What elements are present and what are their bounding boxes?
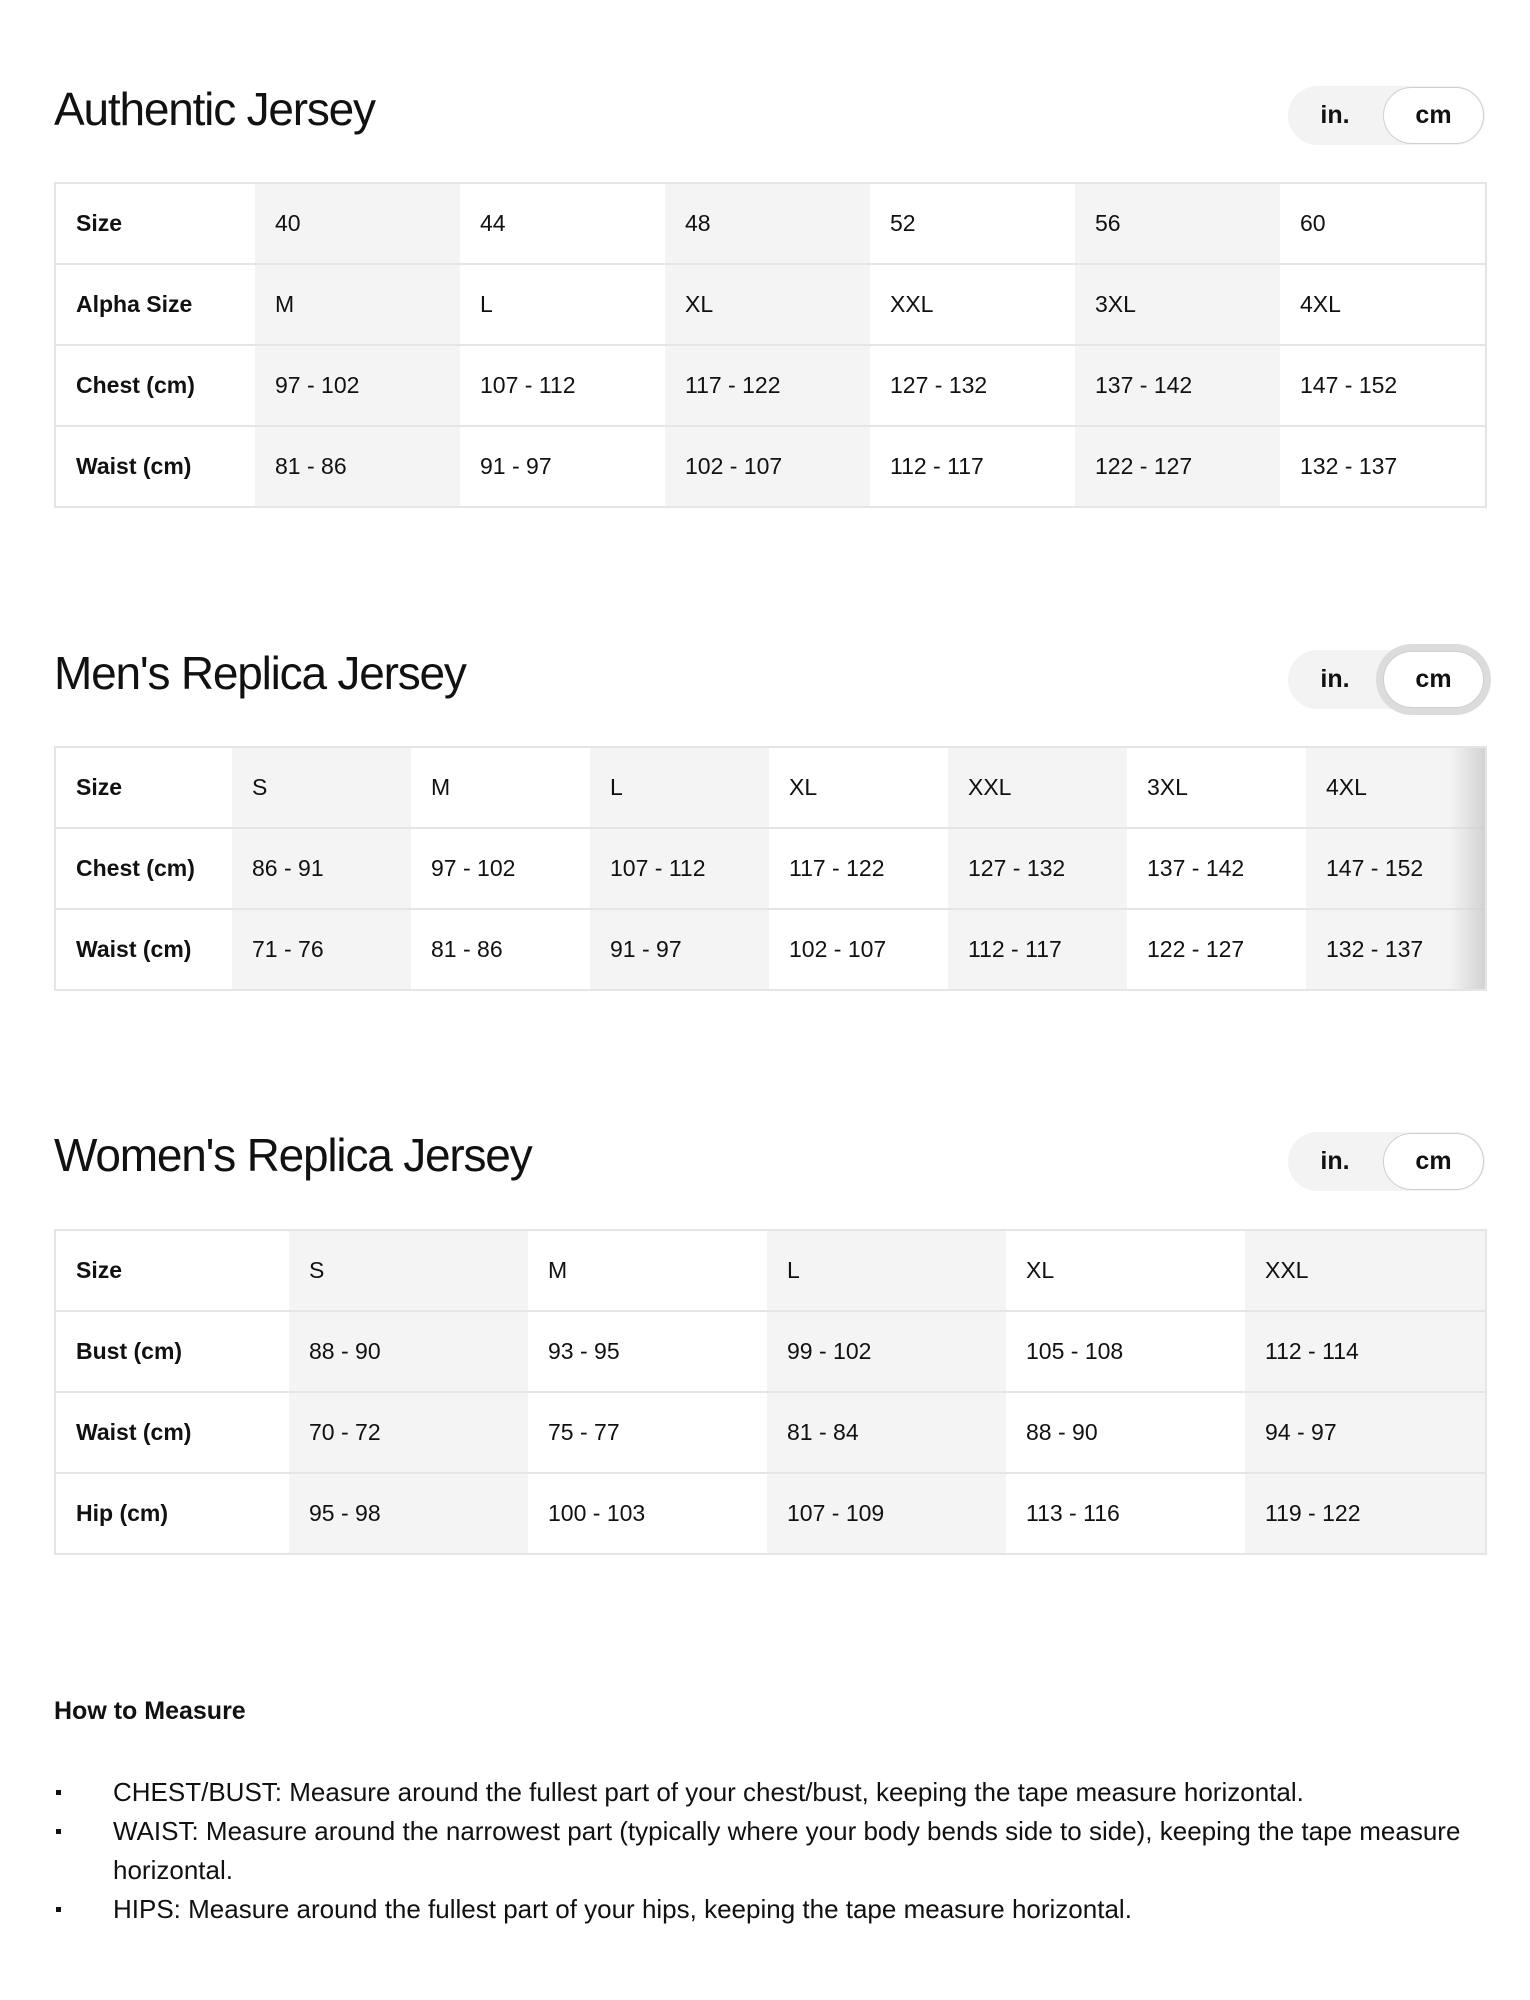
table-cell: XL (769, 747, 948, 828)
table-cell: 147 - 152 (1280, 345, 1486, 426)
row-header: Size (55, 183, 255, 264)
table-row (55, 426, 1486, 507)
table-cell: M (528, 1230, 767, 1311)
table-cell: XXL (948, 747, 1127, 828)
measure-item-text: WAIST: Measure around the narrowest part (typically where your body bends side to side), keeping the tape measure horizontal. (113, 1816, 1461, 1885)
table-cell: 48 (665, 183, 870, 264)
womens-size-table (54, 1229, 1487, 1555)
mens-replica-jersey-title: Men's Replica Jersey (54, 647, 466, 699)
womens-replica-jersey-title: Women's Replica Jersey (54, 1129, 532, 1181)
table-cell: 112 - 117 (948, 909, 1127, 990)
table-row (55, 747, 1486, 828)
table-cell: 91 - 97 (460, 426, 665, 507)
table-cell: 119 - 122 (1245, 1473, 1486, 1554)
unit-inches-option[interactable]: in. (1320, 101, 1350, 129)
bullet-icon (56, 1829, 61, 1834)
table-cell: 99 - 102 (767, 1311, 1006, 1392)
table-cell: 70 - 72 (289, 1392, 528, 1473)
row-header: Size (55, 747, 232, 828)
table-row (55, 828, 1486, 909)
table-row (55, 1230, 1486, 1311)
unit-inches-option[interactable]: in. (1320, 1147, 1350, 1175)
table-cell: 100 - 103 (528, 1473, 767, 1554)
table-cell: 81 - 84 (767, 1392, 1006, 1473)
table-cell: L (767, 1230, 1006, 1311)
unit-inches-option[interactable]: in. (1320, 665, 1350, 693)
table-cell: L (590, 747, 769, 828)
table-cell: 132 - 137 (1306, 909, 1486, 990)
unit-toggle (1288, 650, 1485, 709)
table-cell: 112 - 114 (1245, 1311, 1486, 1392)
table-cell: 107 - 109 (767, 1473, 1006, 1554)
row-header: Bust (cm) (55, 1311, 289, 1392)
table-cell: 56 (1075, 183, 1280, 264)
table-row (55, 1473, 1486, 1554)
table-cell: 102 - 107 (769, 909, 948, 990)
table-cell: S (232, 747, 411, 828)
table-row (55, 264, 1486, 345)
row-header: Chest (cm) (55, 828, 232, 909)
table-cell: 52 (870, 183, 1075, 264)
table-cell: 122 - 127 (1127, 909, 1306, 990)
table-cell: 102 - 107 (665, 426, 870, 507)
table-row (55, 909, 1486, 990)
table-cell: 107 - 112 (590, 828, 769, 909)
table-row (55, 345, 1486, 426)
row-header: Chest (cm) (55, 345, 255, 426)
table-cell: 71 - 76 (232, 909, 411, 990)
measure-item-text: HIPS: Measure around the fullest part of your hips, keeping the tape measure horizontal. (113, 1894, 1132, 1924)
unit-cm-option[interactable]: cm (1383, 1133, 1484, 1190)
table-cell: 137 - 142 (1127, 828, 1306, 909)
how-to-measure-list (54, 1773, 1485, 1929)
unit-cm-option[interactable]: cm (1383, 651, 1484, 708)
table-cell: XL (1006, 1230, 1245, 1311)
table-cell: 3XL (1127, 747, 1306, 828)
table-cell: 88 - 90 (1006, 1392, 1245, 1473)
table-cell: L (460, 264, 665, 345)
table-cell: XXL (870, 264, 1075, 345)
measure-item-hips (54, 1890, 1485, 1929)
bullet-icon (56, 1790, 61, 1795)
measure-item-chest (54, 1773, 1485, 1812)
unit-toggle (1288, 86, 1485, 145)
authentic-jersey-title: Authentic Jersey (54, 83, 375, 135)
mens-size-table (54, 746, 1487, 991)
how-to-measure-title: How to Measure (54, 1697, 246, 1725)
table-cell: 81 - 86 (411, 909, 590, 990)
table-cell: XXL (1245, 1230, 1486, 1311)
table-cell: 93 - 95 (528, 1311, 767, 1392)
table-cell: 86 - 91 (232, 828, 411, 909)
row-header: Waist (cm) (55, 1392, 289, 1473)
measure-item-waist (54, 1812, 1485, 1890)
table-cell: 147 - 152 (1306, 828, 1486, 909)
authentic-size-table (54, 182, 1487, 508)
table-cell: 4XL (1306, 747, 1486, 828)
table-cell: M (411, 747, 590, 828)
table-cell: 117 - 122 (769, 828, 948, 909)
table-cell: 105 - 108 (1006, 1311, 1245, 1392)
table-cell: 107 - 112 (460, 345, 665, 426)
unit-cm-option[interactable]: cm (1383, 87, 1484, 144)
table-cell: S (289, 1230, 528, 1311)
row-header: Alpha Size (55, 264, 255, 345)
table-cell: 127 - 132 (870, 345, 1075, 426)
table-cell: 137 - 142 (1075, 345, 1280, 426)
table-cell: 97 - 102 (411, 828, 590, 909)
table-cell: M (255, 264, 460, 345)
table-cell: 117 - 122 (665, 345, 870, 426)
table-row (55, 1311, 1486, 1392)
table-cell: 81 - 86 (255, 426, 460, 507)
table-cell: 95 - 98 (289, 1473, 528, 1554)
table-cell: 40 (255, 183, 460, 264)
row-header: Hip (cm) (55, 1473, 289, 1554)
table-cell: 127 - 132 (948, 828, 1127, 909)
row-header: Waist (cm) (55, 909, 232, 990)
table-cell: 44 (460, 183, 665, 264)
row-header: Waist (cm) (55, 426, 255, 507)
table-cell: 94 - 97 (1245, 1392, 1486, 1473)
table-cell: 60 (1280, 183, 1486, 264)
table-cell: 75 - 77 (528, 1392, 767, 1473)
measure-item-text: CHEST/BUST: Measure around the fullest part of your chest/bust, keeping the tape measure horizontal. (113, 1777, 1304, 1807)
table-cell: 3XL (1075, 264, 1280, 345)
table-cell: XL (665, 264, 870, 345)
table-cell: 132 - 137 (1280, 426, 1486, 507)
table-row (55, 1392, 1486, 1473)
table-cell: 4XL (1280, 264, 1486, 345)
table-cell: 122 - 127 (1075, 426, 1280, 507)
table-cell: 112 - 117 (870, 426, 1075, 507)
unit-toggle (1288, 1132, 1485, 1191)
table-cell: 113 - 116 (1006, 1473, 1245, 1554)
table-cell: 88 - 90 (289, 1311, 528, 1392)
table-row (55, 183, 1486, 264)
row-header: Size (55, 1230, 289, 1311)
table-cell: 91 - 97 (590, 909, 769, 990)
bullet-icon (56, 1907, 61, 1912)
table-cell: 97 - 102 (255, 345, 460, 426)
